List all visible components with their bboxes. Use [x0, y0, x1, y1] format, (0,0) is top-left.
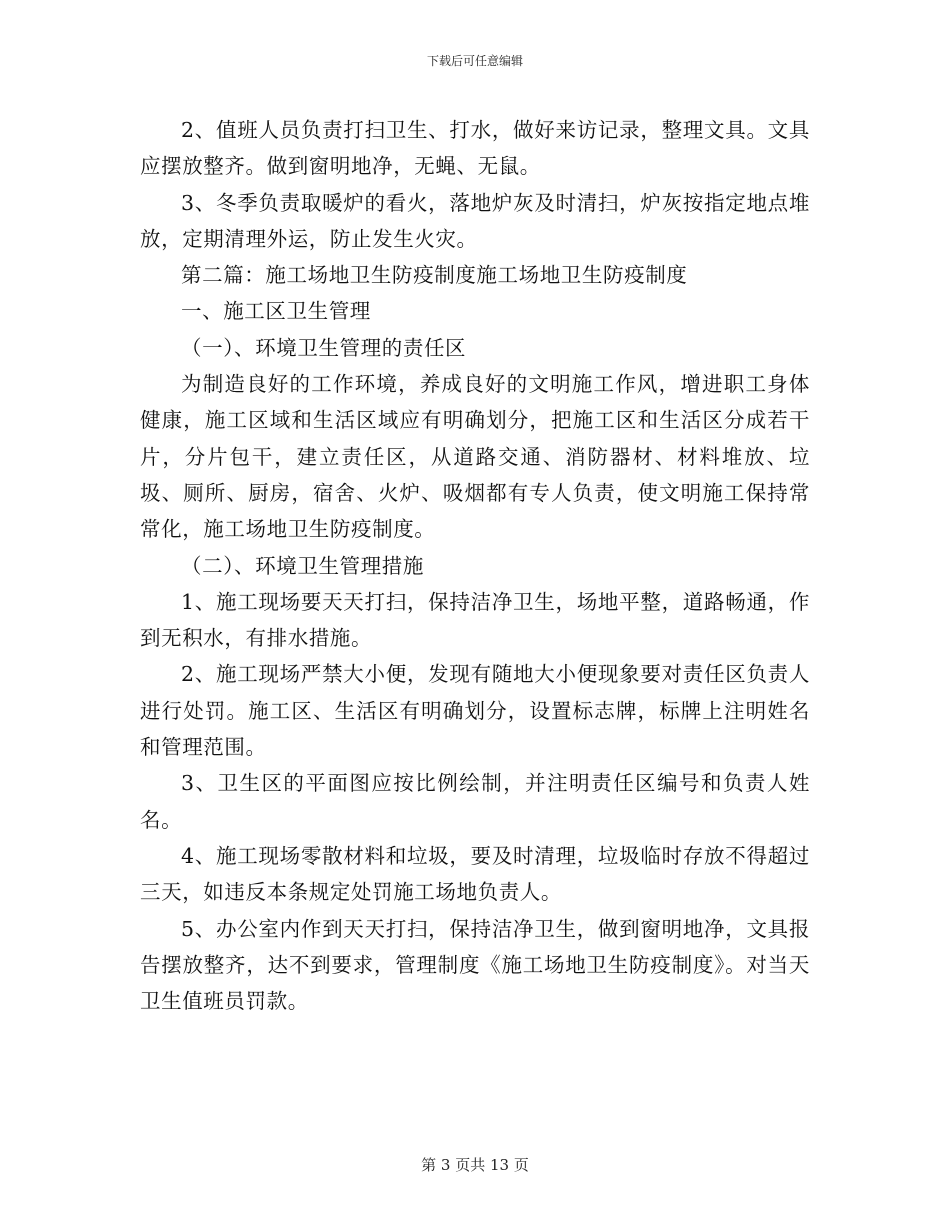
section-title: 第二篇：施工场地卫生防疫制度施工场地卫生防疫制度 [181, 263, 688, 288]
paragraph-winter-stove: 3、冬季负责取暖炉的看火，落地炉灰及时清扫，炉灰按指定地点堆放，定期清理外运，防止发生火灾。 [140, 190, 810, 251]
paragraph-responsibility-zone: 为制造良好的工作环境，养成良好的文明施工作风，增进职工身体健康，施工区域和生活区域应有明确划分，把施工区和生活区分成若干片，分片包干，建立责任区，从道路交通、消防器材、材料堆放、垃圾、厕所、厨房，宿舍、火炉、吸烟都有专人负责，使文明施工保持常常化，施工场地卫生防疫制度。 [140, 372, 810, 542]
page-number: 第 3 页共 13 页 [421, 1156, 529, 1174]
document-body [140, 112, 810, 1019]
paragraph-measure-3: 3、卫生区的平面图应按比例绘制，并注明责任区编号和负责人姓名。 [140, 771, 810, 832]
paragraph-duty-cleaning: 2、值班人员负责打扫卫生、打水，做好来访记录，整理文具。文具应摆放整齐。做到窗明地净，无蝇、无鼠。 [140, 118, 810, 179]
section-heading-construction-hygiene: 一、施工区卫生管理 [181, 299, 371, 324]
paragraph-measure-4: 4、施工现场零散材料和垃圾，要及时清理，垃圾临时存放不得超过三天，如违反本条规定处罚施工场地负责人。 [140, 843, 810, 905]
paragraph-measure-2: 2、施工现场严禁大小便，发现有随地大小便现象要对责任区负责人进行处罚。施工区、生活区有明确划分，设置标志牌，标牌上注明姓名和管理范围。 [140, 662, 810, 760]
paragraph-measure-1: 1、施工现场要天天打扫，保持洁净卫生，场地平整，道路畅通，作到无积水，有排水措施。 [140, 589, 810, 651]
paragraph-measure-5: 5、办公室内作到天天打扫，保持洁净卫生，做到窗明地净，文具报告摆放整齐，达不到要求，管理制度《施工场地卫生防疫制度》。对当天卫生值班员罚款。 [140, 916, 810, 1014]
subheading-hygiene-measures: （二）、环境卫生管理措施 [181, 553, 424, 578]
subheading-responsibility-zone: （一）、环境卫生管理的责任区 [181, 335, 467, 360]
page-header: 下载后可任意编辑 [426, 54, 523, 68]
